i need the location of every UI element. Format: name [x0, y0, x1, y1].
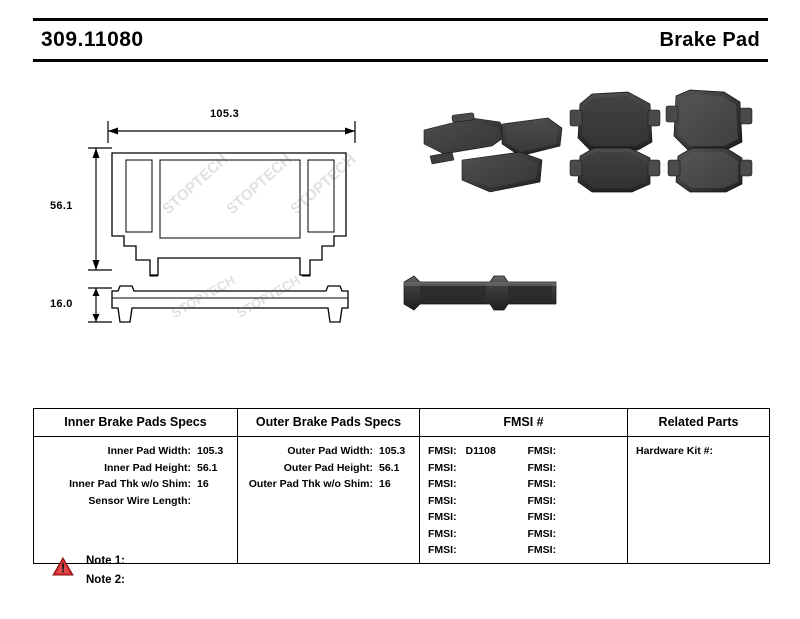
inner-specs-cell — [34, 437, 237, 563]
warning-icon — [52, 556, 74, 576]
fmsi-label: FMSI: — [428, 511, 457, 523]
fmsi-value — [457, 462, 463, 474]
table-body-row — [34, 437, 769, 563]
table-row — [238, 443, 419, 460]
sensor-wire-length-label: Sensor Wire Length: — [88, 494, 191, 507]
svg-text:STOPTECH: STOPTECH — [287, 150, 360, 218]
sheet-header — [33, 18, 768, 62]
fmsi-value — [556, 511, 562, 523]
inner-pad-width-value: 105.3 — [197, 445, 224, 457]
table-row — [428, 509, 528, 526]
table-row — [428, 460, 528, 477]
table-row — [428, 493, 528, 510]
note-2: Note 2: — [86, 574, 125, 586]
svg-text:STOPTECH: STOPTECH — [169, 272, 238, 321]
notes-section — [52, 552, 125, 590]
dimension-thickness-label: 16.0 — [50, 298, 73, 310]
fmsi-label: FMSI: — [527, 544, 557, 556]
table-row — [428, 526, 528, 543]
pad-photo-group-right — [570, 90, 752, 192]
sensor-wire-length-value — [191, 493, 231, 510]
inner-pad-thickness-label: Inner Pad Thk w/o Shim: — [69, 478, 191, 490]
outer-pad-height-label: Outer Pad Height: — [283, 461, 373, 474]
hardware-kit-label: Hardware Kit #: — [636, 445, 714, 457]
fmsi-label: FMSI: — [428, 527, 457, 540]
fmsi-label: FMSI: — [527, 478, 557, 490]
table-row — [238, 476, 419, 493]
fmsi-value — [556, 528, 562, 540]
fmsi-label: FMSI: — [428, 544, 457, 556]
dimension-width-label: 105.3 — [210, 108, 240, 120]
fmsi-value — [556, 544, 562, 556]
svg-text:STOPTECH: STOPTECH — [223, 150, 296, 218]
fmsi-label: FMSI: — [527, 511, 557, 523]
table-row — [428, 476, 528, 493]
pad-photo-side-view — [404, 276, 556, 310]
inner-pad-width-label: Inner Pad Width: — [107, 445, 191, 457]
fmsi-value — [457, 528, 463, 540]
fmsi-label: FMSI: — [428, 445, 457, 457]
fmsi-value — [556, 462, 562, 474]
outer-pad-height-value: 56.1 — [379, 461, 400, 474]
outer-pad-thickness-value: 16 — [379, 478, 391, 490]
table-row — [528, 542, 628, 559]
column-header-fmsi: FMSI # — [419, 409, 627, 436]
table-row — [34, 460, 237, 477]
column-header-outer-specs: Outer Brake Pads Specs — [237, 409, 419, 436]
fmsi-label: FMSI: — [527, 494, 557, 507]
table-row — [428, 443, 528, 460]
table-header-row — [34, 409, 769, 437]
fmsi-label: FMSI: — [428, 461, 457, 474]
table-row — [34, 476, 237, 493]
inner-pad-height-label: Inner Pad Height: — [104, 461, 191, 474]
related-parts-cell — [627, 437, 769, 563]
fmsi-value — [457, 495, 463, 507]
note-1: Note 1: — [86, 555, 125, 567]
part-number: 309.11080 — [41, 28, 144, 51]
fmsi-value — [556, 445, 562, 457]
fmsi-right-column — [528, 443, 628, 559]
fmsi-value — [457, 478, 463, 490]
column-header-inner-specs: Inner Brake Pads Specs — [64, 415, 207, 429]
fmsi-value — [556, 478, 562, 490]
fmsi-label: FMSI: — [527, 527, 557, 540]
table-row — [34, 493, 237, 510]
specifications-table — [33, 408, 770, 564]
table-row — [628, 443, 769, 460]
fmsi-value: D1108 — [465, 445, 496, 457]
table-row — [528, 476, 628, 493]
inner-pad-thickness-value: 16 — [197, 478, 209, 490]
table-row — [528, 443, 628, 460]
pad-photo-group-left — [424, 113, 562, 192]
fmsi-value — [556, 495, 562, 507]
fmsi-label: FMSI: — [428, 494, 457, 507]
svg-text:STOPTECH: STOPTECH — [159, 150, 232, 218]
table-row — [528, 509, 628, 526]
table-row — [238, 460, 419, 477]
svg-text:STOPTECH: STOPTECH — [234, 272, 303, 321]
fmsi-label: FMSI: — [527, 445, 557, 457]
table-row — [34, 443, 237, 460]
fmsi-cell — [419, 437, 627, 563]
drawing-svg — [0, 60, 800, 390]
table-row — [528, 460, 628, 477]
fmsi-value — [457, 511, 463, 523]
column-header-related-parts: Related Parts — [627, 409, 769, 436]
table-row — [428, 542, 528, 559]
page-title: Brake Pad — [659, 28, 760, 51]
outer-pad-thickness-label: Outer Pad Thk w/o Shim: — [248, 478, 373, 490]
fmsi-label: FMSI: — [428, 478, 457, 490]
fmsi-value — [457, 544, 463, 556]
outer-pad-width-label: Outer Pad Width: — [287, 445, 373, 457]
table-row — [528, 493, 628, 510]
inner-pad-height-value: 56.1 — [197, 461, 218, 474]
table-row — [528, 526, 628, 543]
outer-pad-width-value: 105.3 — [379, 445, 406, 457]
dimension-height-label: 56.1 — [50, 200, 73, 212]
fmsi-label: FMSI: — [527, 461, 557, 474]
fmsi-left-column — [428, 443, 528, 559]
technical-drawing-area — [0, 60, 800, 390]
outer-specs-cell — [237, 437, 419, 563]
